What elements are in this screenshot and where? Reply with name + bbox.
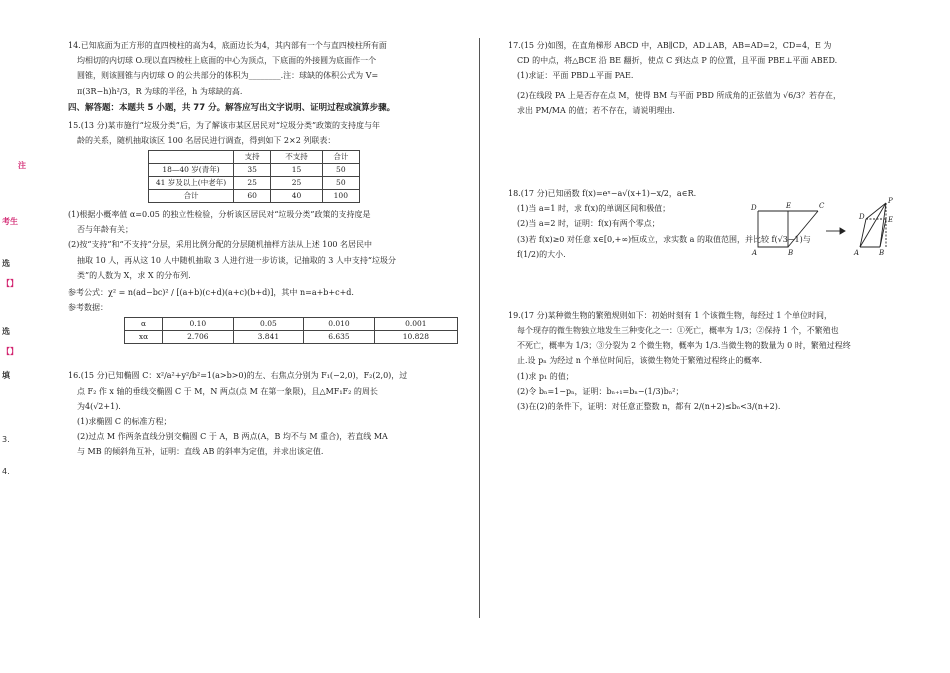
table-header-cell: 支持	[234, 151, 271, 164]
q18-line: (2)当 a=2 时，证明：f(x)有两个零点；	[517, 219, 660, 229]
table-cell: 50	[322, 164, 359, 177]
table-cell: 50	[322, 177, 359, 190]
q17-line: (1)求证：平面 PBD⊥平面 PAE.	[517, 71, 634, 81]
q14-line: 圆锥，则该圆锥与内切球 O 的公共部分的体积为________.注：球缺的体积公式为 V=	[77, 71, 379, 81]
q15-part: 否与年龄有关；	[77, 225, 133, 235]
binding-margin	[0, 120, 34, 620]
question-17	[508, 40, 913, 116]
right-column	[508, 40, 913, 416]
q18-line: f(1/2)的大小.	[517, 249, 566, 259]
q19-line: 每个现存的微生物独立地发生三种变化之一：①死亡，概率为 1/3；②保持 1 个，不繁殖也	[517, 326, 839, 336]
contingency-table	[148, 150, 360, 203]
q18-line: (1)当 a=1 时，求 f(x)的单调区间和极值；	[517, 204, 671, 214]
figure-label: E	[888, 216, 894, 224]
table-cell: xα	[125, 331, 163, 344]
table-cell: 0.010	[304, 318, 375, 331]
q17-line: (2)在线段 PA 上是否存在点 M，使得 BM 与平面 PBD 所成角的正弦值为 √6/3？若存在，	[517, 90, 842, 100]
table-cell: 3.841	[233, 331, 304, 344]
q19-line: 19.(17 分)某种微生物的繁殖规则如下：初始时刻有 1 个该微生物，每经过 1 个单位时间，	[508, 310, 833, 320]
question-19	[508, 310, 913, 412]
margin-note-label: 注	[18, 161, 26, 170]
section-title: 四、解答题：本题共 5 小题，共 77 分。解答应写出文字说明、证明过程或演算步骤。	[68, 102, 396, 113]
margin-examinee-label: 考生	[2, 217, 18, 226]
table-row	[125, 331, 458, 344]
q16-line: (1)求椭圆 C 的标准方程；	[77, 416, 172, 426]
margin-bracket-1: 【】	[2, 279, 18, 288]
table-cell: α	[125, 318, 163, 331]
edge-cb	[788, 211, 818, 247]
figure-label: B	[788, 249, 794, 257]
table-cell: 0.001	[374, 318, 457, 331]
figure-label: D	[751, 204, 757, 212]
table-cell: 合计	[149, 190, 234, 203]
q19-line: (2)令 bₙ=1−pₙ，证明：bₙ₊₁=bₙ−(1/3)bₙ²；	[517, 386, 684, 396]
q17-line: CD 的中点，将△BCE 沿 BE 翻折，使点 C 到达点 P 的位置，且平面 PBE⊥平面 ABED.	[517, 56, 838, 66]
table-cell: 35	[234, 164, 271, 177]
reference-data-label: 参考数据：	[68, 303, 108, 313]
table-row	[149, 164, 360, 177]
q15-line: 龄的关系，随机抽取该区 100 名居民进行调查，得到如下 2×2 列联表：	[77, 135, 336, 145]
table-cell: 15	[271, 164, 322, 177]
q16-line: 与 MB 的倾斜角互补，证明：直线 AB 的斜率为定值，并求出该定值.	[77, 447, 324, 457]
q16-line: 点 F₂ 作 x 轴的垂线交椭圆 C 于 M，N 两点(点 M 在第一象限)，且△MF₁F₂ 的周长	[77, 386, 378, 396]
table-cell: 10.828	[374, 331, 457, 344]
table-cell: 2.706	[163, 331, 234, 344]
margin-choice-label: 选	[2, 259, 10, 268]
q18-line: (3)若 f(x)≥0 对任意 x∈[0,+∞)恒成立，求实数 a 的取值范围，并比较 f(√3−1)与	[517, 234, 811, 244]
question-15	[68, 120, 463, 345]
table-header-cell	[149, 151, 234, 164]
q17-line: 17.(15 分)如图，在直角梯形 ABCD 中，AB∥CD，AD⊥AB，AB=AD=2，CD=4，E 为	[508, 41, 832, 50]
figure-label: D	[859, 213, 865, 221]
table-cell: 41 岁及以上(中老年)	[149, 177, 234, 190]
figure-label: B	[879, 249, 885, 257]
table-cell: 60	[234, 190, 271, 203]
table-row	[125, 318, 458, 331]
margin-bracket-2: 【】	[2, 347, 18, 356]
q16-line: 为4(√2+1).	[77, 401, 121, 411]
q14-line: π(3R−h)h²/3，R 为球的半径，h 为球缺的高.	[77, 86, 243, 96]
arrow-head-icon	[840, 228, 845, 234]
q15-part: (2)按“支持”和“不支持”分层，采用比例分配的分层随机抽样方法从上述 100 名居民中	[68, 240, 373, 250]
table-header-cell: 合计	[322, 151, 359, 164]
margin-choice-label-2: 选	[2, 327, 10, 336]
q15-part: (1)根据小概率值 α=0.05 的独立性检验，分析该区居民对“垃圾分类”政策的支持度是	[68, 210, 371, 220]
q17-line: 求出 PM/MA 的值；若不存在，请说明理由.	[517, 105, 675, 115]
table-cell: 6.635	[304, 331, 375, 344]
q16-line: 16.(15 分)已知椭圆 C：x²/a²+y²/b²=1(a>b>0)的左、右焦点分别为 F₁(−2,0)，F₂(2,0)，过	[68, 371, 408, 381]
table-header-row	[149, 151, 360, 164]
trapezoid-fold-figure	[748, 197, 908, 259]
q14-line: 14.已知底面为正方形的直四棱柱的高为4，底面边长为4，其内部有一个与直四棱柱所有面	[68, 41, 387, 50]
table-header-cell: 不支持	[271, 151, 322, 164]
q19-line: 不死亡，概率为 1/3；③分裂为 2 个微生物，概率为 1/3.当微生物的数量为 0 时，繁殖过程终	[517, 341, 851, 351]
question-16	[68, 370, 463, 457]
table-cell: 25	[234, 177, 271, 190]
figure-label: P	[888, 197, 893, 205]
margin-fill-label: 填	[2, 371, 10, 380]
q14-line: 均相切的内切球 O.现以直四棱柱上底面的中心为顶点，下底面的外接圆为底面作一个	[77, 56, 377, 66]
table-row	[149, 190, 360, 203]
table-cell: 0.10	[163, 318, 234, 331]
edge-pd	[866, 203, 886, 219]
figure-label: A	[752, 249, 758, 257]
table-cell: 0.05	[233, 318, 304, 331]
column-divider	[479, 38, 480, 618]
q15-line: 15.(13 分)某市施行“垃圾分类”后，为了解该市某区居民对“垃圾分类”政策的支持度与年	[68, 120, 381, 130]
figure-label: C	[819, 202, 825, 210]
edge-pa	[860, 203, 886, 247]
critical-value-table	[124, 317, 458, 344]
table-cell: 25	[271, 177, 322, 190]
figure-label: A	[854, 249, 860, 257]
left-column	[68, 40, 463, 461]
table-cell: 40	[271, 190, 322, 203]
question-14	[68, 40, 463, 97]
margin-item-4: 4.	[2, 467, 10, 476]
q18-line: 18.(17 分)已知函数 f(x)=eˣ−a√(x+1)−x/2，a∈R.	[508, 188, 697, 198]
q16-line: (2)过点 M 作两条直线分别交椭圆 C 于 A，B 两点(A，B 均不与 M 重合)，若直线 MA	[77, 432, 388, 442]
q19-line: 止.设 pₙ 为经过 n 个单位时间后，该微生物处于繁殖过程终止的概率.	[517, 356, 762, 366]
q15-part: 类”的人数为 X，求 X 的分布列.	[77, 270, 191, 280]
square-abed	[758, 211, 788, 247]
q19-line: (1)求 p₁ 的值；	[517, 371, 574, 381]
table-row	[149, 177, 360, 190]
table-cell: 100	[322, 190, 359, 203]
q15-part: 抽取 10 人，再从这 10 人中随机抽取 3 人进行进一步访谈，记抽取的 3 人中支持“垃圾分	[77, 255, 396, 265]
reference-formula: 参考公式：χ² = n(ad−bc)² / [(a+b)(c+d)(a+c)(b+d)]，其中 n=a+b+c+d.	[68, 287, 354, 297]
figure-label: E	[786, 202, 792, 210]
q19-line: (3)在(2)的条件下，证明：对任意正整数 n，都有 2/(n+2)≤bₙ<3/(n+2).	[517, 402, 781, 411]
table-cell: 18—40 岁(青年)	[149, 164, 234, 177]
margin-item-3: 3.	[2, 435, 10, 444]
